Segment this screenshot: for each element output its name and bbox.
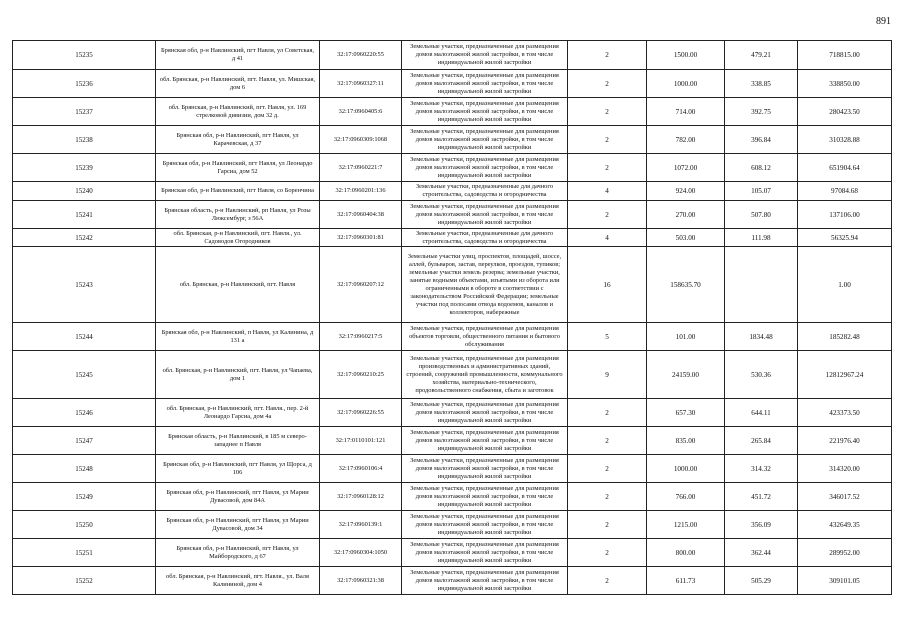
land-use-cell: Земельные участки, предназначенные для размещения домов малоэтажной жилой застройки, в том числе индивидуальной жилой застройки — [402, 399, 568, 427]
area-cell: 270.00 — [647, 201, 725, 229]
specific-value-cell: 530.36 — [725, 351, 798, 399]
land-use-cell: Земельные участки, предназначенные для размещения домов малоэтажной жилой застройки, в том числе индивидуальной жилой застройки — [402, 483, 568, 511]
specific-value-cell: 392.75 — [725, 98, 798, 126]
specific-value-cell: 479.21 — [725, 41, 798, 70]
land-use-cell: Земельные участки, предназначенные для размещения домов малоэтажной жилой застройки, в том числе индивидуальной жилой застройки — [402, 154, 568, 182]
address-cell: Брянская обл, р-н Навлинский, пгт Навля, ул Леонардо Гарсиа, дом 52 — [156, 154, 320, 182]
area-cell: 835.00 — [647, 427, 725, 455]
cadastral-value-cell: 185282.48 — [798, 323, 892, 351]
table-row — [13, 98, 892, 126]
address-cell: обл. Брянская, р-н Навлинский, пгт. Навля, ул. 169 стрелковой дивизии, дом 32 д. — [156, 98, 320, 126]
address-cell: Брянская область, р-н Навлинский, рп Навля, ул Розы Люксембург, з 56А — [156, 201, 320, 229]
cadastral-value-cell: 12812967.24 — [798, 351, 892, 399]
area-cell: 24159.00 — [647, 351, 725, 399]
row-number: 15252 — [13, 567, 156, 595]
area-cell: 611.73 — [647, 567, 725, 595]
cadastral-number-cell: 32:17:0960304:1050 — [320, 539, 402, 567]
address-cell: обл. Брянская, р-н Навлинский, пгт. Навля., ул. Валя Калининой, дом 4 — [156, 567, 320, 595]
area-cell: 503.00 — [647, 229, 725, 247]
specific-value-cell: 1834.48 — [725, 323, 798, 351]
table-row — [13, 567, 892, 595]
cadastral-number-cell: 32:17:0960207:12 — [320, 247, 402, 323]
group-cell: 2 — [568, 539, 647, 567]
cadastral-number-cell: 32:17:0960327:11 — [320, 70, 402, 98]
cadastral-number-cell: 32:17:0960210:25 — [320, 351, 402, 399]
table-row — [13, 511, 892, 539]
cadastral-value-cell: 221976.40 — [798, 427, 892, 455]
cadastral-value-cell: 314320.00 — [798, 455, 892, 483]
row-number: 15241 — [13, 201, 156, 229]
specific-value-cell: 265.84 — [725, 427, 798, 455]
land-use-cell: Земельные участки, предназначенные для размещения домов малоэтажной жилой застройки, в том числе индивидуальной жилой застройки — [402, 539, 568, 567]
group-cell: 9 — [568, 351, 647, 399]
area-cell: 101.00 — [647, 323, 725, 351]
land-use-cell: Земельные участки, предназначенные для размещения домов малоэтажной жилой застройки, в том числе индивидуальной жилой застройки — [402, 201, 568, 229]
area-cell: 1500.00 — [647, 41, 725, 70]
cadastral-value-cell: 56325.94 — [798, 229, 892, 247]
page-number: 891 — [876, 16, 891, 27]
cadastral-number-cell: 32:17:0960301:81 — [320, 229, 402, 247]
area-cell: 714.00 — [647, 98, 725, 126]
table-row — [13, 483, 892, 511]
address-cell: Брянская обл, р-н Навлинский, пгт Навля, ул Советская, д 41 — [156, 41, 320, 70]
table-row — [13, 126, 892, 154]
group-cell: 2 — [568, 427, 647, 455]
cadastral-number-cell: 32:17:0960404:38 — [320, 201, 402, 229]
specific-value-cell: 362.44 — [725, 539, 798, 567]
specific-value-cell: 396.84 — [725, 126, 798, 154]
row-number: 15247 — [13, 427, 156, 455]
row-number: 15243 — [13, 247, 156, 323]
cadastral-value-cell: 651904.64 — [798, 154, 892, 182]
specific-value-cell: 105.07 — [725, 182, 798, 201]
area-cell: 1000.00 — [647, 455, 725, 483]
address-cell: Брянская обл, р-н Навлинский, п Навля, ул Калинина, д 131 а — [156, 323, 320, 351]
specific-value-cell: 608.12 — [725, 154, 798, 182]
address-cell: обл. Брянская, р-н Навлинский, пгт. Навля — [156, 247, 320, 323]
area-cell: 1215.00 — [647, 511, 725, 539]
specific-value-cell: 356.09 — [725, 511, 798, 539]
land-use-cell: Земельные участки, предназначенные для размещения производственных и административных зданий, строений, сооружений промышленности, коммунального хозяйства, материально-технического, продовольственного снабжения, сбыта и заготовок — [402, 351, 568, 399]
row-number: 15236 — [13, 70, 156, 98]
cadastral-value-cell: 137106.00 — [798, 201, 892, 229]
specific-value-cell: 111.98 — [725, 229, 798, 247]
group-cell: 5 — [568, 323, 647, 351]
row-number: 15240 — [13, 182, 156, 201]
address-cell: Брянская обл, р-н Навлинский, пгт Навля, ул Карачевская, д 37 — [156, 126, 320, 154]
cadastral-value-cell: 432649.35 — [798, 511, 892, 539]
address-cell: обл. Брянская, р-н Навлинский, пгт. Навля, ул Чапаева, дом 1 — [156, 351, 320, 399]
land-use-cell: Земельные участки, предназначенные для размещения домов малоэтажной жилой застройки, в том числе индивидуальной жилой застройки — [402, 511, 568, 539]
address-cell: Брянская обл, р-н Навлинский, пгт Навля, ул Майбородского, д 67 — [156, 539, 320, 567]
area-cell: 800.00 — [647, 539, 725, 567]
cadastral-value-cell: 97084.68 — [798, 182, 892, 201]
land-use-cell: Земельные участки, предназначенные для дачного строительства, садоводства и огородничества — [402, 229, 568, 247]
row-number: 15250 — [13, 511, 156, 539]
group-cell: 2 — [568, 455, 647, 483]
cadastral-number-cell: 32:17:0960221:7 — [320, 154, 402, 182]
area-cell: 766.00 — [647, 483, 725, 511]
land-use-cell: Земельные участки, предназначенные для размещения домов малоэтажной жилой застройки, в том числе индивидуальной жилой застройки — [402, 126, 568, 154]
specific-value-cell: 338.85 — [725, 70, 798, 98]
group-cell: 2 — [568, 154, 647, 182]
cadastral-number-cell: 32:17:0960309:1068 — [320, 126, 402, 154]
group-cell: 2 — [568, 567, 647, 595]
table-row — [13, 41, 892, 70]
group-cell: 2 — [568, 41, 647, 70]
table-row — [13, 154, 892, 182]
row-number: 15239 — [13, 154, 156, 182]
cadastral-value-cell: 289952.00 — [798, 539, 892, 567]
area-cell: 657.30 — [647, 399, 725, 427]
group-cell: 2 — [568, 70, 647, 98]
specific-value-cell — [725, 247, 798, 323]
table-row — [13, 399, 892, 427]
area-cell: 924.00 — [647, 182, 725, 201]
cadastral-value-cell: 309101.05 — [798, 567, 892, 595]
cadastral-number-cell: 32:17:0960139:1 — [320, 511, 402, 539]
area-cell: 1000.00 — [647, 70, 725, 98]
cadastral-value-cell: 423373.50 — [798, 399, 892, 427]
table-row — [13, 229, 892, 247]
address-cell: Брянская обл, р-н Навлинский, пгт Навля, ул Марии Дувасовой, дом 84А — [156, 483, 320, 511]
land-use-cell: Земельные участки, предназначенные для размещения домов малоэтажной жилой застройки, в том числе индивидуальной жилой застройки — [402, 455, 568, 483]
address-cell: обл. Брянская, р-н Навлинский, пгт. Навля., ул. Садоводов Огородников — [156, 229, 320, 247]
table-row — [13, 247, 892, 323]
land-use-cell: Земельные участки, предназначенные для размещения объектов торговли, общественного питания и бытового обслуживания — [402, 323, 568, 351]
cadastral-value-cell: 280423.50 — [798, 98, 892, 126]
row-number: 15235 — [13, 41, 156, 70]
row-number: 15246 — [13, 399, 156, 427]
table-row — [13, 351, 892, 399]
land-use-cell: Земельные участки улиц, проспектов, площадей, шоссе, аллей, бульваров, застав, переулков, проездов, тупиков; земельные участки земель резерва; земельные участки, занятые водными объектами, изъятыми из оборота или ограниченными в обороте в соответствии с законодательством Российской Федерации; земельные участки под полосами отвода водоемов, каналов и коллекторов, набережные — [402, 247, 568, 323]
specific-value-cell: 507.80 — [725, 201, 798, 229]
row-number: 15251 — [13, 539, 156, 567]
row-number: 15238 — [13, 126, 156, 154]
cadastral-number-cell: 32:17:0960321:38 — [320, 567, 402, 595]
group-cell: 16 — [568, 247, 647, 323]
cadastral-number-cell: 32:17:0960201:136 — [320, 182, 402, 201]
row-number: 15237 — [13, 98, 156, 126]
address-cell: Брянская обл, р-н Навлинский, пгт Навля, ул Щорса, д 106 — [156, 455, 320, 483]
cadastral-number-cell: 32:17:0960128:12 — [320, 483, 402, 511]
specific-value-cell: 505.29 — [725, 567, 798, 595]
cadastral-number-cell: 32:17:0960405:6 — [320, 98, 402, 126]
specific-value-cell: 314.32 — [725, 455, 798, 483]
area-cell: 782.00 — [647, 126, 725, 154]
cadastral-value-cell: 1.00 — [798, 247, 892, 323]
table-row — [13, 323, 892, 351]
cadastral-number-cell: 32:17:0110101:121 — [320, 427, 402, 455]
table-row — [13, 201, 892, 229]
address-cell: обл. Брянская, р-н Навлинский, пгт. Навля., пер. 2-й Леонардо Гарсиа, дом 4а — [156, 399, 320, 427]
specific-value-cell: 644.11 — [725, 399, 798, 427]
row-number: 15245 — [13, 351, 156, 399]
group-cell: 2 — [568, 511, 647, 539]
table-row — [13, 455, 892, 483]
group-cell: 2 — [568, 126, 647, 154]
table-row — [13, 539, 892, 567]
table-row — [13, 427, 892, 455]
group-cell: 2 — [568, 201, 647, 229]
table-row — [13, 182, 892, 201]
land-use-cell: Земельные участки, предназначенные для размещения домов малоэтажной жилой застройки, в том числе индивидуальной жилой застройки — [402, 70, 568, 98]
cadastral-value-cell: 310328.88 — [798, 126, 892, 154]
group-cell: 2 — [568, 98, 647, 126]
address-cell: Брянская обл, р-н Навлинский, пгт Навля, ул Марии Дувасовой, дом 34 — [156, 511, 320, 539]
address-cell: Брянская область, р-н Навлинский, в 185 м северо-западнее п Навля — [156, 427, 320, 455]
specific-value-cell: 451.72 — [725, 483, 798, 511]
row-number: 15242 — [13, 229, 156, 247]
cadastral-number-cell: 32:17:0960217:5 — [320, 323, 402, 351]
address-cell: обл. Брянская, р-н Навлинский, пгт. Навля, ул. Мишская, дом 6 — [156, 70, 320, 98]
cadastral-number-cell: 32:17:0960220:55 — [320, 41, 402, 70]
area-cell: 158635.70 — [647, 247, 725, 323]
cadastral-number-cell: 32:17:0960226:55 — [320, 399, 402, 427]
cadastral-value-table — [12, 40, 892, 595]
table-row — [13, 70, 892, 98]
cadastral-value-cell: 718815.00 — [798, 41, 892, 70]
land-use-cell: Земельные участки, предназначенные для размещения домов малоэтажной жилой застройки, в том числе индивидуальной жилой застройки — [402, 98, 568, 126]
row-number: 15248 — [13, 455, 156, 483]
land-use-cell: Земельные участки, предназначенные для дачного строительства, садоводства и огородничества — [402, 182, 568, 201]
group-cell: 4 — [568, 229, 647, 247]
land-use-cell: Земельные участки, предназначенные для размещения домов малоэтажной жилой застройки, в том числе индивидуальной жилой застройки — [402, 567, 568, 595]
cadastral-number-cell: 32:17:0960106:4 — [320, 455, 402, 483]
land-use-cell: Земельные участки, предназначенные для размещения домов малоэтажной жилой застройки, в том числе индивидуальной жилой застройки — [402, 427, 568, 455]
row-number: 15244 — [13, 323, 156, 351]
group-cell: 4 — [568, 182, 647, 201]
group-cell: 2 — [568, 399, 647, 427]
address-cell: Брянская обл, р-н Навлинский, пгт Навля, со Боренчина — [156, 182, 320, 201]
row-number: 15249 — [13, 483, 156, 511]
land-use-cell: Земельные участки, предназначенные для размещения домов малоэтажной жилой застройки, в том числе индивидуальной жилой застройки — [402, 41, 568, 70]
cadastral-value-cell: 338850.00 — [798, 70, 892, 98]
area-cell: 1072.00 — [647, 154, 725, 182]
cadastral-value-cell: 346017.52 — [798, 483, 892, 511]
group-cell: 2 — [568, 483, 647, 511]
